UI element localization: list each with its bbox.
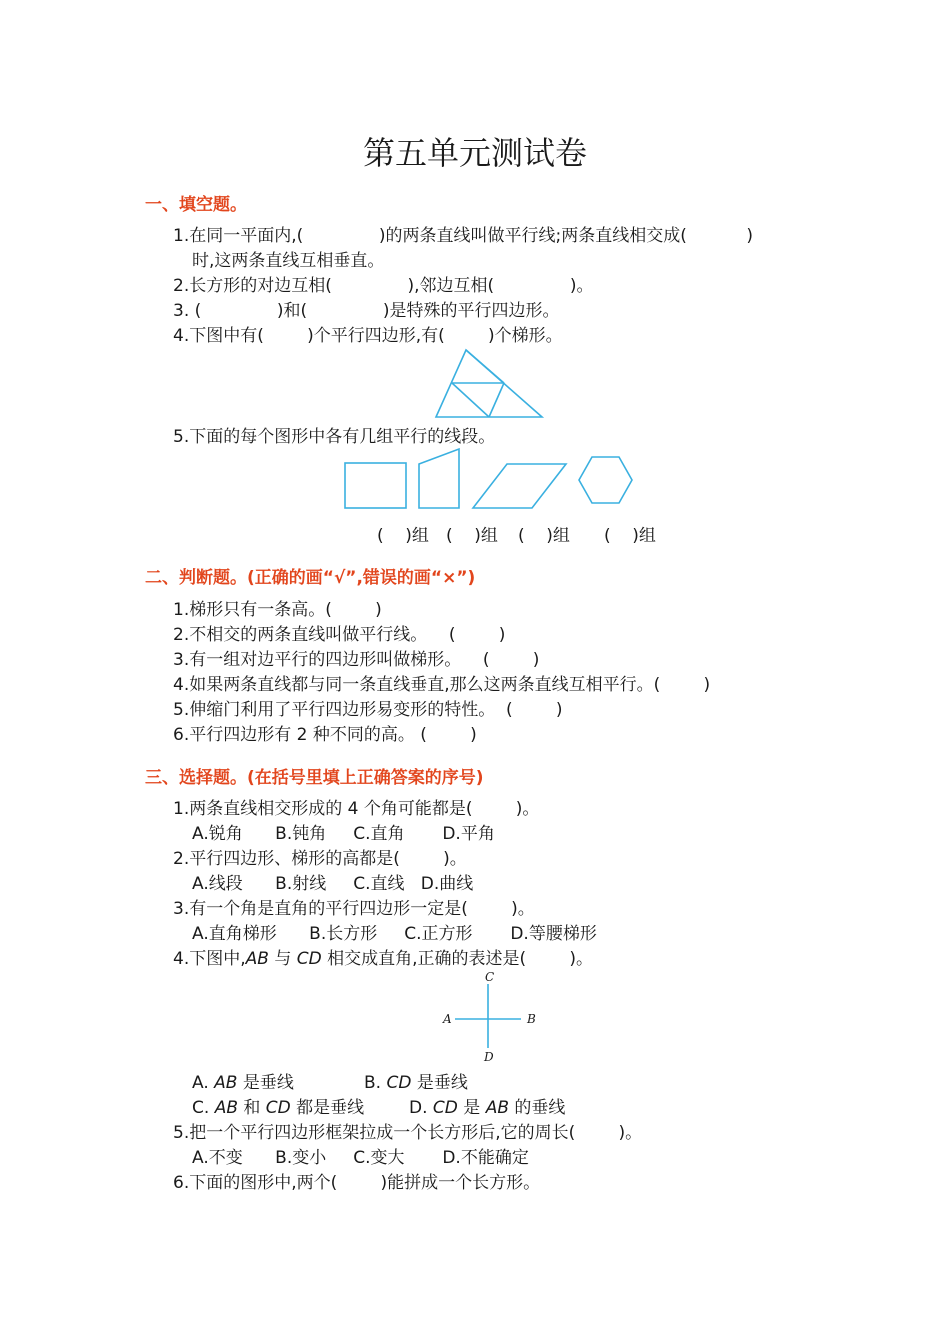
choice-question-5-options: A.不变 B.变小 C.变大 D.不能确定 xyxy=(192,1148,529,1168)
judge-question-3: 3.有一组对边平行的四边形叫做梯形。 ( ) xyxy=(173,650,540,670)
parallelogram-shape xyxy=(471,462,569,510)
choice-question-2: 2.平行四边形、梯形的高都是( )。 xyxy=(173,849,467,869)
section-choice-heading: 三、选择题。(在括号里填上正确答案的序号) xyxy=(145,768,484,788)
choice-question-5: 5.把一个平行四边形框架拉成一个长方形后,它的周长( )。 xyxy=(173,1123,643,1143)
choice-question-4 xyxy=(173,948,593,970)
choice-question-3-options: A.直角梯形 B.长方形 C.正方形 D.等腰梯形 xyxy=(192,924,597,944)
segment-ab: AB xyxy=(485,1098,509,1118)
answer-blank-hexagon: ( )组 xyxy=(604,526,656,546)
option-text: 是垂线 xyxy=(411,1073,468,1093)
option-text: 是垂线 xyxy=(237,1073,294,1093)
segment-cd: CD xyxy=(296,949,322,969)
label-d: D xyxy=(484,1050,494,1064)
judge-question-5: 5.伸缩门利用了平行四边形易变形的特性。 ( ) xyxy=(173,700,563,720)
answer-blank-trapezoid: ( )组 xyxy=(446,526,498,546)
choice-q4-option-a xyxy=(192,1072,294,1094)
segment-ab: AB xyxy=(214,1098,238,1118)
fill-question-4: 4.下图中有( )个平行四边形,有( )个梯形。 xyxy=(173,326,563,346)
answer-blank-rectangle: ( )组 xyxy=(377,526,429,546)
choice-question-1: 1.两条直线相交形成的 4 个角可能都是( )。 xyxy=(173,799,540,819)
rectangle-shape xyxy=(344,462,408,510)
segment-cd: CD xyxy=(386,1073,412,1093)
segment-ab: AB xyxy=(214,1073,238,1093)
inner-edge xyxy=(452,383,489,417)
option-text: D. xyxy=(409,1098,433,1118)
option-text: A. xyxy=(192,1073,215,1093)
segment-cd: CD xyxy=(432,1098,458,1118)
fill-question-1: 1.在同一平面内,( )的两条直线叫做平行线;两条直线相交成( ) xyxy=(173,226,753,246)
perpendicular-lines-figure xyxy=(440,970,540,1066)
inner-edge xyxy=(466,350,504,383)
answer-blank-parallelogram: ( )组 xyxy=(518,526,570,546)
option-text: C. xyxy=(192,1098,215,1118)
choice-question-6: 6.下面的图形中,两个( )能拼成一个长方形。 xyxy=(173,1173,541,1193)
section-fill-in-heading: 一、填空题。 xyxy=(145,195,247,215)
triangle-figure xyxy=(434,348,544,420)
trapezoid-shape xyxy=(417,447,463,511)
choice-question-2-options: A.线段 B.射线 C.直线 D.曲线 xyxy=(192,874,474,894)
option-text: 都是垂线 xyxy=(290,1098,365,1118)
judge-question-1: 1.梯形只有一条高。( ) xyxy=(173,600,382,620)
label-b: B xyxy=(527,1012,536,1026)
inner-edge xyxy=(489,383,504,417)
choice-question-3: 3.有一个角是直角的平行四边形一定是( )。 xyxy=(173,899,535,919)
hexagon-shape xyxy=(577,455,635,505)
option-text: 的垂线 xyxy=(508,1098,566,1118)
choice-q4-option-d xyxy=(409,1097,565,1119)
option-text: 和 xyxy=(237,1098,266,1118)
option-text: 是 xyxy=(457,1098,486,1118)
choice-q4-option-b xyxy=(364,1072,468,1094)
choice-question-1-options: A.锐角 B.钝角 C.直角 D.平角 xyxy=(192,824,495,844)
segment-cd: CD xyxy=(265,1098,291,1118)
judge-question-4: 4.如果两条直线都与同一条直线垂直,那么这两条直线互相平行。( ) xyxy=(173,675,711,695)
option-text: B. xyxy=(364,1073,387,1093)
fill-question-5: 5.下面的每个图形中各有几组平行的线段。 xyxy=(173,427,496,447)
label-a: A xyxy=(443,1012,452,1026)
section-judge-heading: 二、判断题。(正确的画“√”,错误的画“×”) xyxy=(145,568,476,588)
fill-question-3: 3. ( )和( )是特殊的平行四边形。 xyxy=(173,301,560,321)
q4-text: 4.下图中, xyxy=(173,949,246,969)
q4-text: 相交成直角,正确的表述是( )。 xyxy=(321,949,594,969)
segment-ab: AB xyxy=(245,949,269,969)
q4-text: 与 xyxy=(268,949,297,969)
fill-question-2: 2.长方形的对边互相( ),邻边互相( )。 xyxy=(173,276,594,296)
choice-q4-option-c xyxy=(192,1097,364,1119)
fill-question-1-cont: 时,这两条直线互相垂直。 xyxy=(192,251,385,271)
page-title: 第五单元测试卷 xyxy=(362,134,587,172)
judge-question-6: 6.平行四边形有 2 种不同的高。 ( ) xyxy=(173,725,477,745)
label-c: C xyxy=(485,970,495,984)
judge-question-2: 2.不相交的两条直线叫做平行线。 ( ) xyxy=(173,625,506,645)
